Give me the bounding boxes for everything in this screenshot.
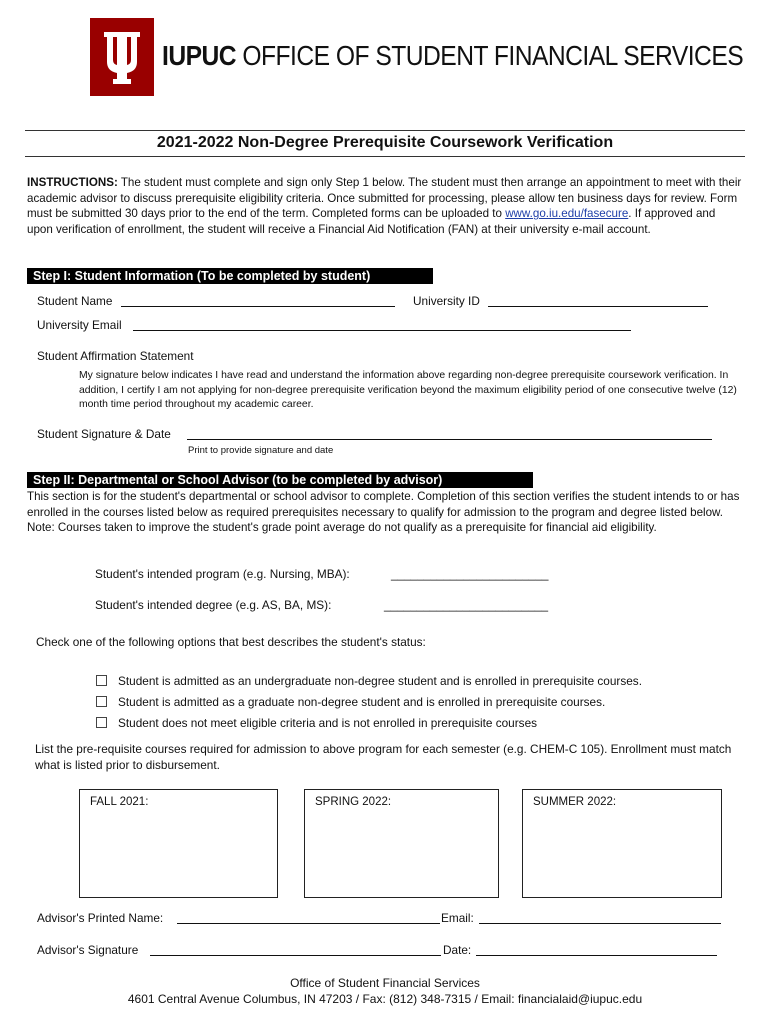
status-checkbox-graduate[interactable] — [96, 696, 107, 707]
step1-heading: Step I: Student Information (To be completed by student) — [27, 268, 433, 284]
student-signature-label: Student Signature & Date — [37, 427, 171, 441]
affirmation-statement: My signature below indicates I have read and understand the information above regarding non-degree prerequisite coursework verification. In addition, I certify I am not applying for non-degree prerequisite verification beyond the maximum eligibility period of one consecutive twelve (12) month time period throughout my academic career. — [79, 370, 737, 411]
spring-2022-label: SPRING 2022: — [315, 796, 392, 808]
intended-degree-label: Student's intended degree (e.g. AS, BA, MS): — [95, 598, 332, 612]
advisor-signature-label: Advisor's Signature — [37, 943, 139, 957]
intended-program-field[interactable]: ________________________ — [391, 567, 549, 581]
status-checkbox-not-eligible[interactable] — [96, 717, 107, 728]
university-id-field[interactable] — [488, 306, 708, 307]
intended-program-label: Student's intended program (e.g. Nursing, MBA): — [95, 567, 350, 581]
courses-prompt: List the pre-requisite courses required for admission to above program for each semester (e.g. CHEM-C 105). Enrollment must match what is listed prior to disbursement. — [35, 742, 732, 772]
footer-contact-info: 4601 Central Avenue Columbus, IN 47203 / Fax: (812) 348-7315 / Email: financialaid@iupuc.edu — [127, 992, 643, 1006]
advisor-email-field[interactable] — [479, 923, 721, 924]
spring-2022-courses-box[interactable] — [304, 789, 499, 898]
advisor-date-label: Date: — [443, 943, 472, 957]
fall-2021-label: FALL 2021: — [90, 796, 149, 808]
office-brand-title: IUPUC OFFICE OF STUDENT FINANCIAL SERVICES — [162, 40, 744, 71]
student-name-label: Student Name — [37, 294, 113, 308]
status-prompt: Check one of the following options that best describes the student's status: — [36, 635, 426, 649]
fall-2021-courses-box[interactable] — [79, 789, 278, 898]
status-option-undergraduate: Student is admitted as an undergraduate non-degree student and is enrolled in prerequisite courses. — [118, 674, 642, 688]
university-email-field[interactable] — [133, 330, 631, 331]
instructions-label: INSTRUCTIONS: — [27, 176, 118, 189]
iu-trident-logo — [90, 18, 154, 96]
advisor-name-field[interactable] — [177, 923, 440, 924]
document-title: 2021-2022 Non-Degree Prerequisite Coursework Verification — [156, 134, 614, 151]
header — [90, 18, 744, 96]
summer-2022-courses-box[interactable] — [522, 789, 722, 898]
advisor-name-label: Advisor's Printed Name: — [37, 911, 164, 925]
advisor-signature-field[interactable] — [150, 955, 441, 956]
affirmation-heading: Student Affirmation Statement — [37, 349, 194, 363]
signature-hint: Print to provide signature and date — [188, 445, 334, 456]
title-top-rule — [25, 130, 745, 131]
summer-2022-label: SUMMER 2022: — [533, 796, 617, 808]
status-option-not-eligible: Student does not meet eligible criteria and is not enrolled in prerequisite courses — [118, 716, 538, 730]
advisor-email-label: Email: — [441, 911, 474, 925]
fasecure-link[interactable]: www.go.iu.edu/fasecure — [505, 207, 629, 221]
step2-heading: Step II: Departmental or School Advisor (to be completed by advisor) — [27, 472, 533, 488]
intended-degree-field[interactable]: _________________________ — [384, 598, 549, 612]
footer-office-name: Office of Student Financial Services — [290, 976, 480, 990]
university-id-label: University ID — [413, 294, 480, 308]
university-email-label: University Email — [37, 318, 122, 332]
student-name-field[interactable] — [121, 306, 395, 307]
status-option-graduate: Student is admitted as a graduate non-degree student and is enrolled in prerequisite courses. — [118, 695, 606, 709]
title-bottom-rule — [25, 156, 745, 157]
student-signature-field[interactable] — [187, 439, 712, 440]
advisor-date-field[interactable] — [476, 955, 717, 956]
step2-intro: This section is for the student's departmental or school advisor to complete. Completion of this section verifies the student intends to or has enrolled in the courses listed below as required prerequisites necessary to qualify for admission to the program and degree listed below. Note: Courses taken to improve the student's grade point average do not qualify as a prerequisite for financial aid eligibility. — [27, 490, 740, 535]
status-checkbox-undergraduate[interactable] — [96, 675, 107, 686]
instructions: INSTRUCTIONS: The student must complete and sign only Step 1 below. The student must then arrange an appointment to meet with their academic advisor to discuss prerequisite eligibility criteria. Once submitted for processing, please allow ten business days for review. Form must be submitted 30 days prior to the end of the term. Completed forms can be uploaded to www.go.iu.edu/fasecure. If approved and upon verification of enrollment, the student will receive a Financial Aid Notification (FAN) at their university e-mail account. — [27, 176, 742, 236]
